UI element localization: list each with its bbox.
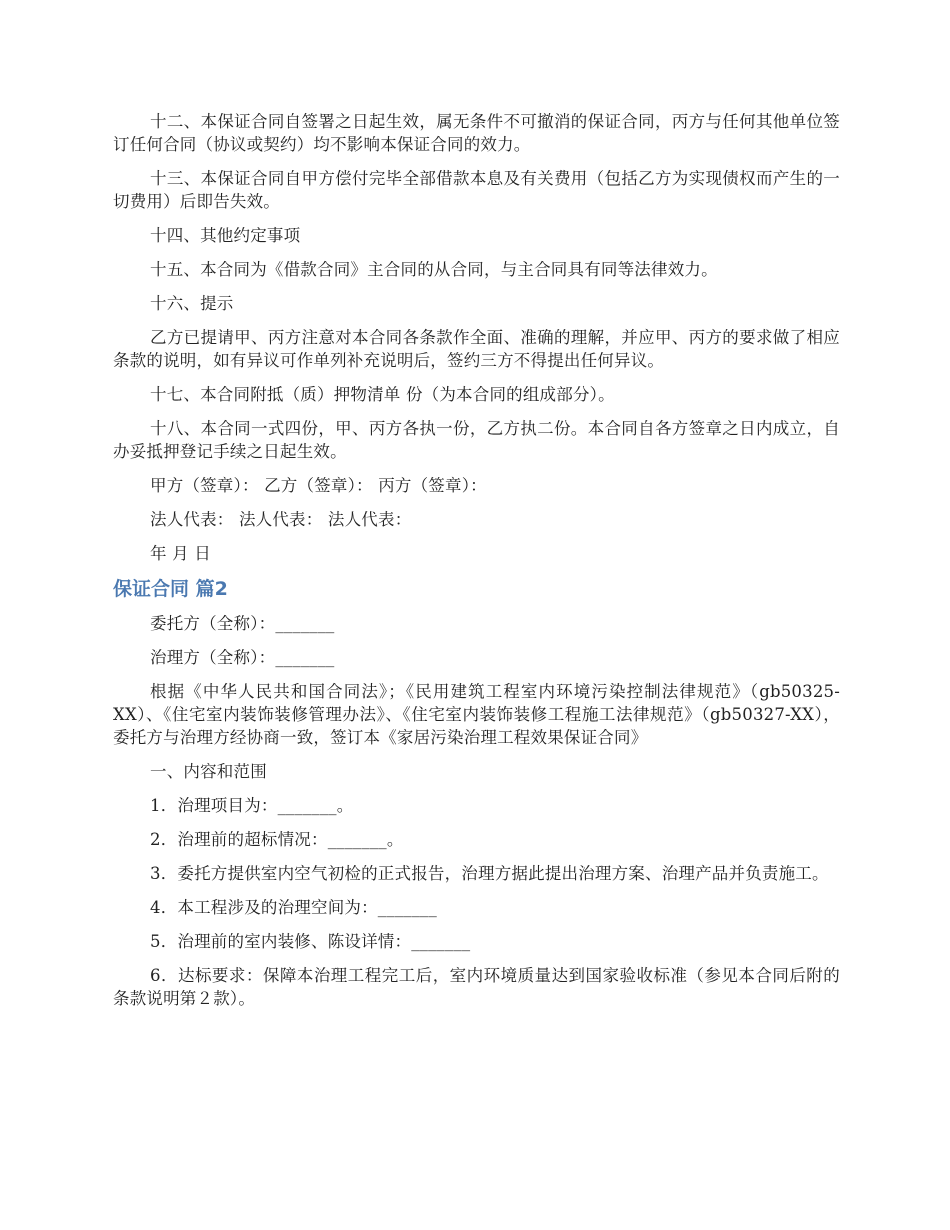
legal-representative-line: 法人代表： 法人代表： 法人代表： [150, 510, 412, 529]
scope-item-1: 1．治理项目为：_______。 [150, 796, 354, 815]
section-heading: 保证合同 篇2 [113, 578, 228, 600]
clause-16: 十六、提示 [150, 294, 234, 313]
clause-12: 十二、本保证合同自签署之日起生效，属无条件不可撤消的保证合同，丙方与任何其他单位签订任何合同（协议或契约）均不影响本保证合同的效力。 [113, 112, 840, 154]
document-page [113, 110, 840, 1021]
clause-18: 十八、本合同一式四份，甲、丙方各执一份，乙方执二份。本合同自各方签章之日内成立，自办妥抵押登记手续之日起生效。 [113, 419, 840, 461]
scope-item-6: 6．达标要求：保障本治理工程完工后，室内环境质量达到国家验收标准（参见本合同后附的条款说明第２款）。 [113, 966, 840, 1008]
clause-15: 十五、本合同为《借款合同》主合同的从合同，与主合同具有同等法律效力。 [150, 260, 718, 279]
scope-item-4: 4．本工程涉及的治理空间为：_______ [150, 898, 437, 917]
client-name-line: 委托方（全称）：_______ [150, 614, 335, 633]
scope-title: 一、内容和范围 [150, 762, 267, 781]
scope-item-5: 5．治理前的室内装修、陈设详情：_______ [150, 932, 471, 951]
clause-16-body: 乙方已提请甲、丙方注意对本合同各条款作全面、准确的理解，并应甲、丙方的要求做了相应条款的说明，如有异议可作单列补充说明后，签约三方不得提出任何异议。 [113, 328, 840, 370]
clause-17: 十七、本合同附抵（质）押物清单 份（为本合同的组成部分）。 [150, 385, 615, 404]
clause-13: 十三、本保证合同自甲方偿付完毕全部借款本息及有关费用（包括乙方为实现债权而产生的一切费用）后即告失效。 [113, 169, 840, 211]
scope-item-2: 2．治理前的超标情况：_______。 [150, 830, 404, 849]
contractor-name-line: 治理方（全称）：_______ [150, 648, 335, 667]
signature-line: 甲方（签章）： 乙方（签章）： 丙方（签章）： [150, 476, 487, 495]
date-line: 年 月 日 [150, 544, 211, 563]
clause-14: 十四、其他约定事项 [150, 226, 301, 245]
scope-item-3: 3．委托方提供室内空气初检的正式报告，治理方据此提出治理方案、治理产品并负责施工。 [150, 864, 829, 883]
legal-basis-paragraph: 根据《中华人民共和国合同法》；《民用建筑工程室内环境污染控制法律规范》（gb50325-XX）、《住宅室内装饰装修管理办法》、《住宅室内装饰装修工程施工法律规范》（gb50327-XX），委托方与治理方经协商一致，签订本《家居污染治理工程效果保证合同》 [113, 682, 840, 747]
